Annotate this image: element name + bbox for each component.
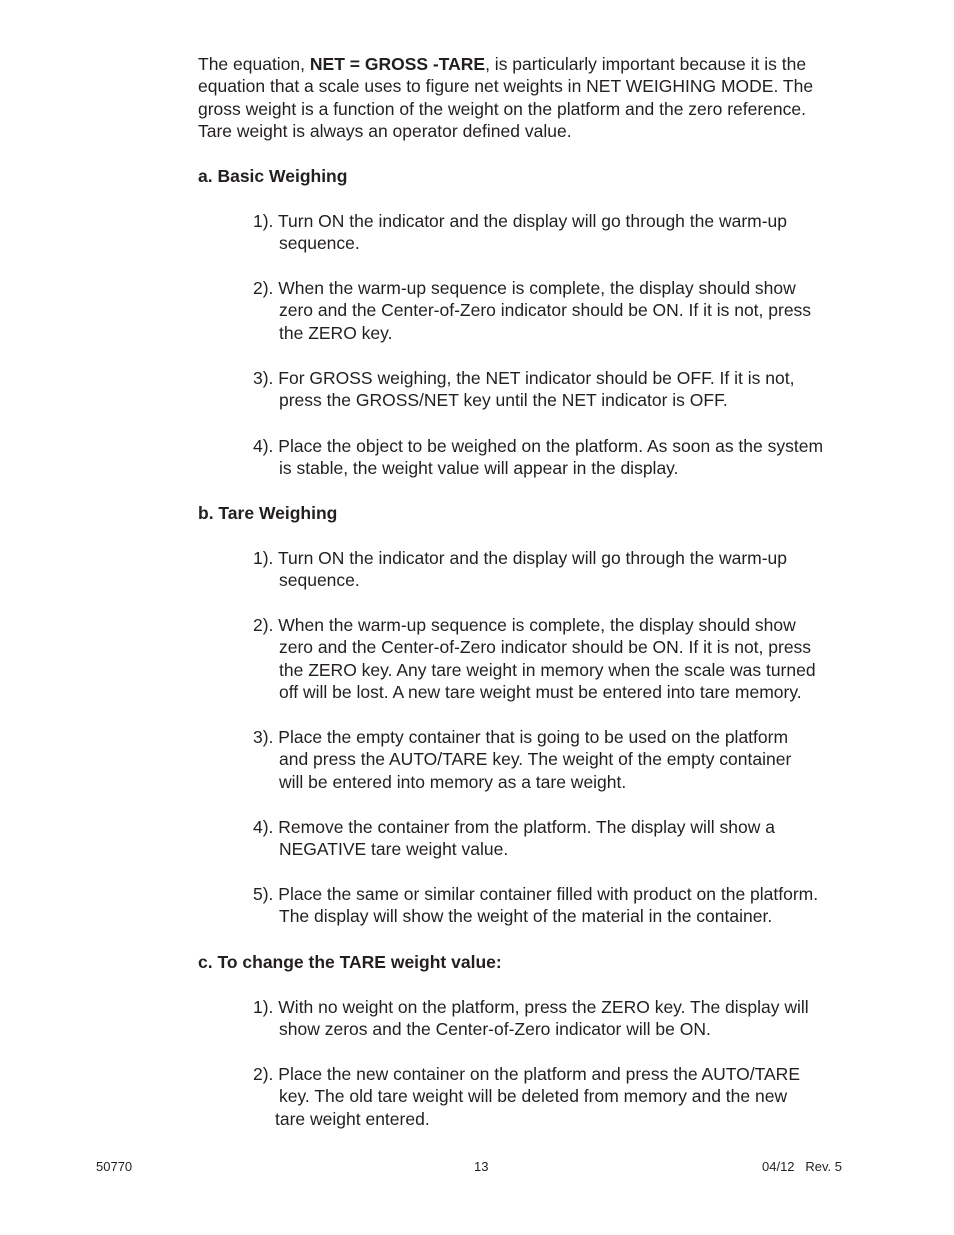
section-heading-change-tare: c. To change the TARE weight value: <box>198 952 502 972</box>
section-heading-basic-weighing: a. Basic Weighing <box>198 166 348 186</box>
step-line: key. The old tare weight will be deleted from memory and the new <box>279 1086 788 1107</box>
tare-step-5 <box>253 883 878 928</box>
basic-step-3 <box>253 367 878 412</box>
step-line: 3). For GROSS weighing, the NET indicator should be OFF. If it is not, <box>253 368 795 388</box>
step-line: 1). Turn ON the indicator and the display will go through the warm-up <box>253 548 788 568</box>
basic-step-1 <box>253 210 878 255</box>
step-line: show zeros and the Center-of-Zero indicator will be ON. <box>279 1019 711 1040</box>
intro-line-1-rest: , is particularly important because it is the <box>485 54 807 74</box>
basic-step-4 <box>253 435 878 480</box>
intro-paragraph <box>198 53 878 143</box>
tare-step-3 <box>253 726 878 793</box>
step-line: will be entered into memory as a tare weight. <box>279 771 627 792</box>
step-line: 1). Turn ON the indicator and the display will go through the warm-up <box>253 211 788 231</box>
step-line: 2). Place the new container on the platform and press the AUTO/TARE <box>253 1064 800 1084</box>
step-line: off will be lost. A new tare weight must be entered into tare memory. <box>279 682 802 703</box>
step-line: 3). Place the empty container that is going to be used on the platform <box>253 727 789 747</box>
step-line: 4). Remove the container from the platform. The display will show a <box>253 817 775 837</box>
step-line: zero and the Center-of-Zero indicator should be ON. If it is not, press <box>279 637 812 658</box>
tare-step-4 <box>253 816 878 861</box>
intro-line-4: Tare weight is always an operator defined value. <box>198 121 572 142</box>
step-line: 1). With no weight on the platform, press the ZERO key. The display will <box>253 997 809 1017</box>
intro-prefix: The equation, <box>198 54 310 74</box>
section-heading-tare-weighing: b. Tare Weighing <box>198 503 338 523</box>
step-line: 4). Place the object to be weighed on the platform. As soon as the system <box>253 436 824 456</box>
step-line: tare weight entered. <box>275 1108 430 1129</box>
step-line: 2). When the warm-up sequence is complete, the display should show <box>253 278 796 298</box>
intro-line-2: equation that a scale uses to figure net weights in NET WEIGHING MODE. The <box>198 76 814 97</box>
step-line: press the GROSS/NET key until the NET indicator is OFF. <box>279 390 728 411</box>
step-line: NEGATIVE tare weight value. <box>279 839 509 860</box>
footer-page-number: 13 <box>474 1159 489 1174</box>
step-line: the ZERO key. Any tare weight in memory when the scale was turned <box>279 659 816 680</box>
step-line: 2). When the warm-up sequence is complete, the display should show <box>253 615 796 635</box>
intro-line-1 <box>198 53 878 75</box>
step-line: The display will show the weight of the material in the container. <box>279 906 773 927</box>
tare-step-1 <box>253 547 878 592</box>
document-body <box>198 53 878 1129</box>
footer-doc-number: 50770 <box>96 1159 133 1174</box>
basic-step-2 <box>253 277 878 344</box>
step-line: the ZERO key. <box>279 322 393 343</box>
change-tare-step-2 <box>253 1063 878 1130</box>
change-tare-step-1 <box>253 996 878 1041</box>
step-line: zero and the Center-of-Zero indicator should be ON. If it is not, press <box>279 300 812 321</box>
step-line: is stable, the weight value will appear in the display. <box>279 458 679 479</box>
step-line: 5). Place the same or similar container filled with product on the platform. <box>253 884 819 904</box>
step-line: sequence. <box>279 233 360 254</box>
tare-step-2 <box>253 614 878 704</box>
step-line: sequence. <box>279 570 360 591</box>
net-gross-tare-equation: NET = GROSS -TARE <box>309 54 486 74</box>
footer-revision: 04/12 Rev. 5 <box>762 1159 842 1174</box>
step-line: and press the AUTO/TARE key. The weight of the empty container <box>279 749 792 770</box>
intro-line-3: gross weight is a function of the weight on the platform and the zero reference. <box>198 98 806 119</box>
